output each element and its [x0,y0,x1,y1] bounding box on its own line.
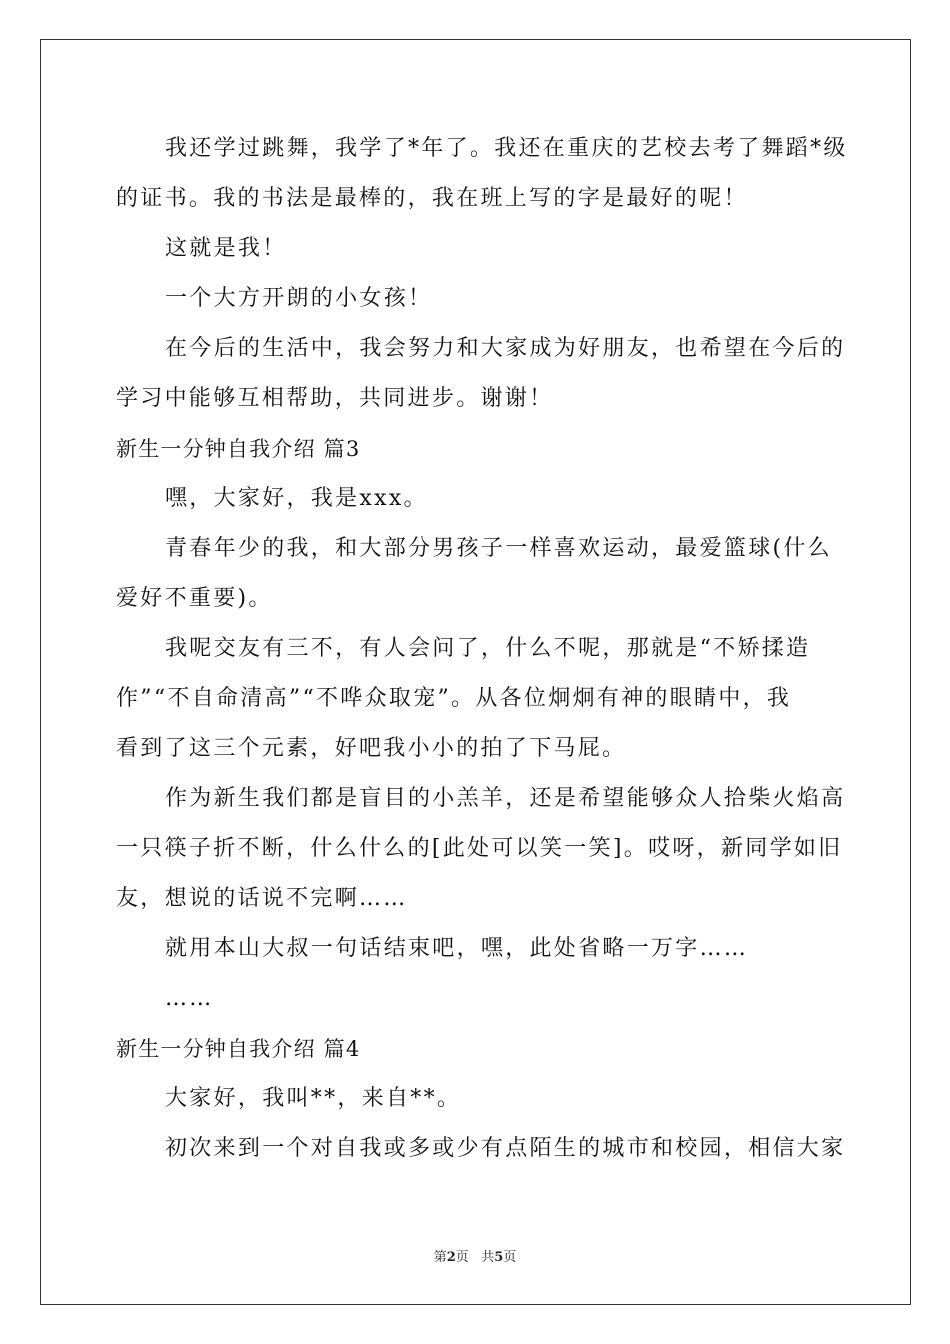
paragraph-line: 在今后的生活中，我会努力和大家成为好朋友，也希望在今后的 [165,336,846,361]
paragraph-line: 我呢交友有三不，有人会问了，什么不呢，那就是“不矫揉造 [165,636,811,661]
page-total-number: 5 [494,1250,504,1265]
paragraph-line: 青春年少的我，和大部分男孩子一样喜欢运动，最爱篮球(什么 [165,536,832,561]
paragraph-line: 看到了这三个元素，好吧我小小的拍了下马屁。 [116,736,627,761]
total-label-prefix: 共 [481,1250,495,1265]
paragraph-line: 友，想说的话说不完啊…… [116,886,408,911]
paragraph-line: 爱好不重要)。 [116,586,273,611]
paragraph-line: 这就是我！ [165,236,287,261]
paragraph-line: 嘿，大家好，我是xxx。 [165,486,428,511]
section-heading: 新生一分钟自我介绍 篇4 [116,1037,361,1061]
page-label-suffix: 页 [455,1250,469,1265]
page-current-number: 2 [446,1250,456,1265]
section-heading: 新生一分钟自我介绍 篇3 [116,437,361,461]
paragraph-line: 的证书。我的书法是最棒的，我在班上写的字是最好的呢！ [116,186,748,211]
paragraph-line: 作”“不自命清高”“不哗众取宠”。从各位炯炯有神的眼睛中，我 [116,686,792,711]
paragraph-line: …… [165,986,214,1011]
page-label-prefix: 第 [433,1250,447,1265]
paragraph-line: 一个大方开朗的小女孩！ [165,286,433,311]
total-label-suffix: 页 [503,1250,517,1265]
paragraph-line: 我还学过跳舞，我学了*年了。我还在重庆的艺校去考了舞蹈*级 [165,136,848,161]
page-footer [0,1246,950,1265]
paragraph-line: 就用本山大叔一句话结束吧，嘿，此处省略一万字…… [165,936,749,961]
paragraph-line: 初次来到一个对自我或多或少有点陌生的城市和校园，相信大家 [165,1136,846,1161]
paragraph-line: 作为新生我们都是盲目的小羔羊，还是希望能够众人拾柴火焰高 [165,786,846,811]
document-body [116,124,848,1174]
paragraph-line: 大家好，我叫**，来自**。 [165,1086,462,1111]
paragraph-line: 一只筷子折不断，什么什么的[此处可以笑一笑]。哎呀，新同学如旧 [116,836,843,861]
paragraph-line: 学习中能够互相帮助，共同进步。谢谢！ [116,386,554,411]
